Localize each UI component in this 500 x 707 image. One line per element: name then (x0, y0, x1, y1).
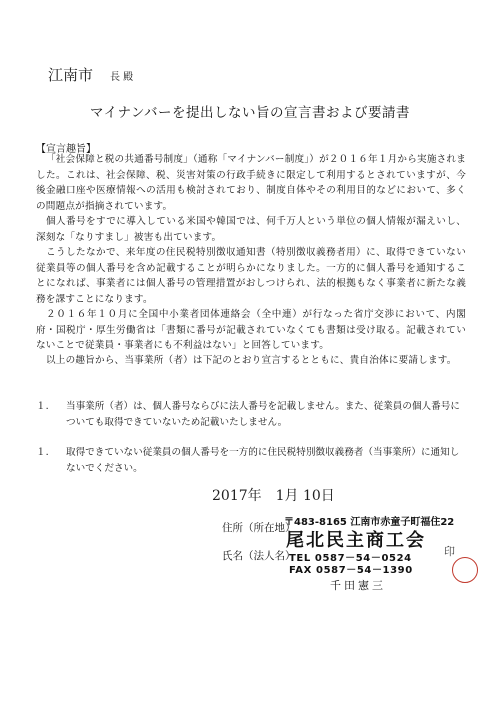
paragraph-3-text: こうしたなかで、来年度の住民税特別徴収通知書（特別徴収義務者用）に、取得できていない従業員等の個人番号を含め記載することが明らかになりました。一方的に個人番号を通知することになれば、事業者には個人番号の管理措置がおしつけられ、法的根拠もなく事業者に新たな義務を課すことになります。 (36, 247, 466, 305)
paragraph-5 (36, 353, 466, 369)
paragraph-4 (36, 307, 466, 354)
list-item-text: 取得できていない従業員の個人番号を一方的に住民税特別徴収義務者（当事業所）に通知しないでください。 (66, 447, 460, 474)
list-item-number: １. (36, 447, 49, 458)
stamp-address: 〒483-8165 江南市赤童子町福住22 (284, 517, 455, 528)
section-heading: 【宣言趣旨】 (36, 144, 96, 155)
address-label: 住所（所在地） (222, 522, 296, 534)
paragraph-2 (36, 214, 466, 245)
paragraph-2-text: 個人番号をすでに導入している米国や韓国では、何千万人という単位の個人情報が漏えいし、深刻な「なりすまし」被害も出ています。 (36, 216, 466, 243)
addressee-name: 江南市 (48, 66, 94, 84)
paragraph-4-text: ２０１６年１０月に全国中小業者団体連絡会（全中連）が行なった省庁交渉において、内閣府・国税庁・厚生労働省は「書類に番号が記載されていなくても書類は受け取る。記載されていないことで従業員・事業者にも不利益はない」と回答しています。 (36, 309, 466, 351)
name-label: 氏名（法人名） (222, 550, 296, 562)
paragraph-1 (36, 152, 466, 214)
document-title: マイナンバーを提出しない旨の宣言書および要請書 (89, 105, 411, 121)
paragraph-1-text: 「社会保障と税の共通番号制度」（通称「マイナンバー制度」）が２０１６年１月から実施されました。これは、社会保障、税、災害対策の行政手続きに限定して利用するとされていますが、今後金融口座や医療情報への活用も検討されており、制度自体やその利用目的などにおいて、多くの問題点が指摘されています。 (36, 154, 466, 212)
stamp-tel: TEL 0587－54－0524 (289, 553, 412, 564)
paragraph-5-text: 以上の趣旨から、当事業所（者）は下記のとおり宣言するとともに、貴自治体に要請します。 (46, 355, 457, 366)
addressee-suffix: 長 殿 (110, 72, 134, 83)
seal-mark-label: 印 (444, 545, 455, 558)
hanko-seal-icon (452, 557, 478, 583)
list-item-text: 当事業所（者）は、個人番号ならびに法人番号を記載しません。また、従業員の個人番号についても取得できていないため記載いたしません。 (66, 401, 460, 428)
stamp-fax: FAX 0587－54－1390 (289, 565, 413, 576)
list-item-number: １. (36, 401, 49, 412)
document-date: 2017年 1月 10日 (212, 488, 335, 504)
paragraph-3 (36, 245, 466, 307)
stamp-org-name: 尾北民主商工会 (286, 530, 426, 551)
representative-name: 千田憲三 (330, 579, 386, 592)
